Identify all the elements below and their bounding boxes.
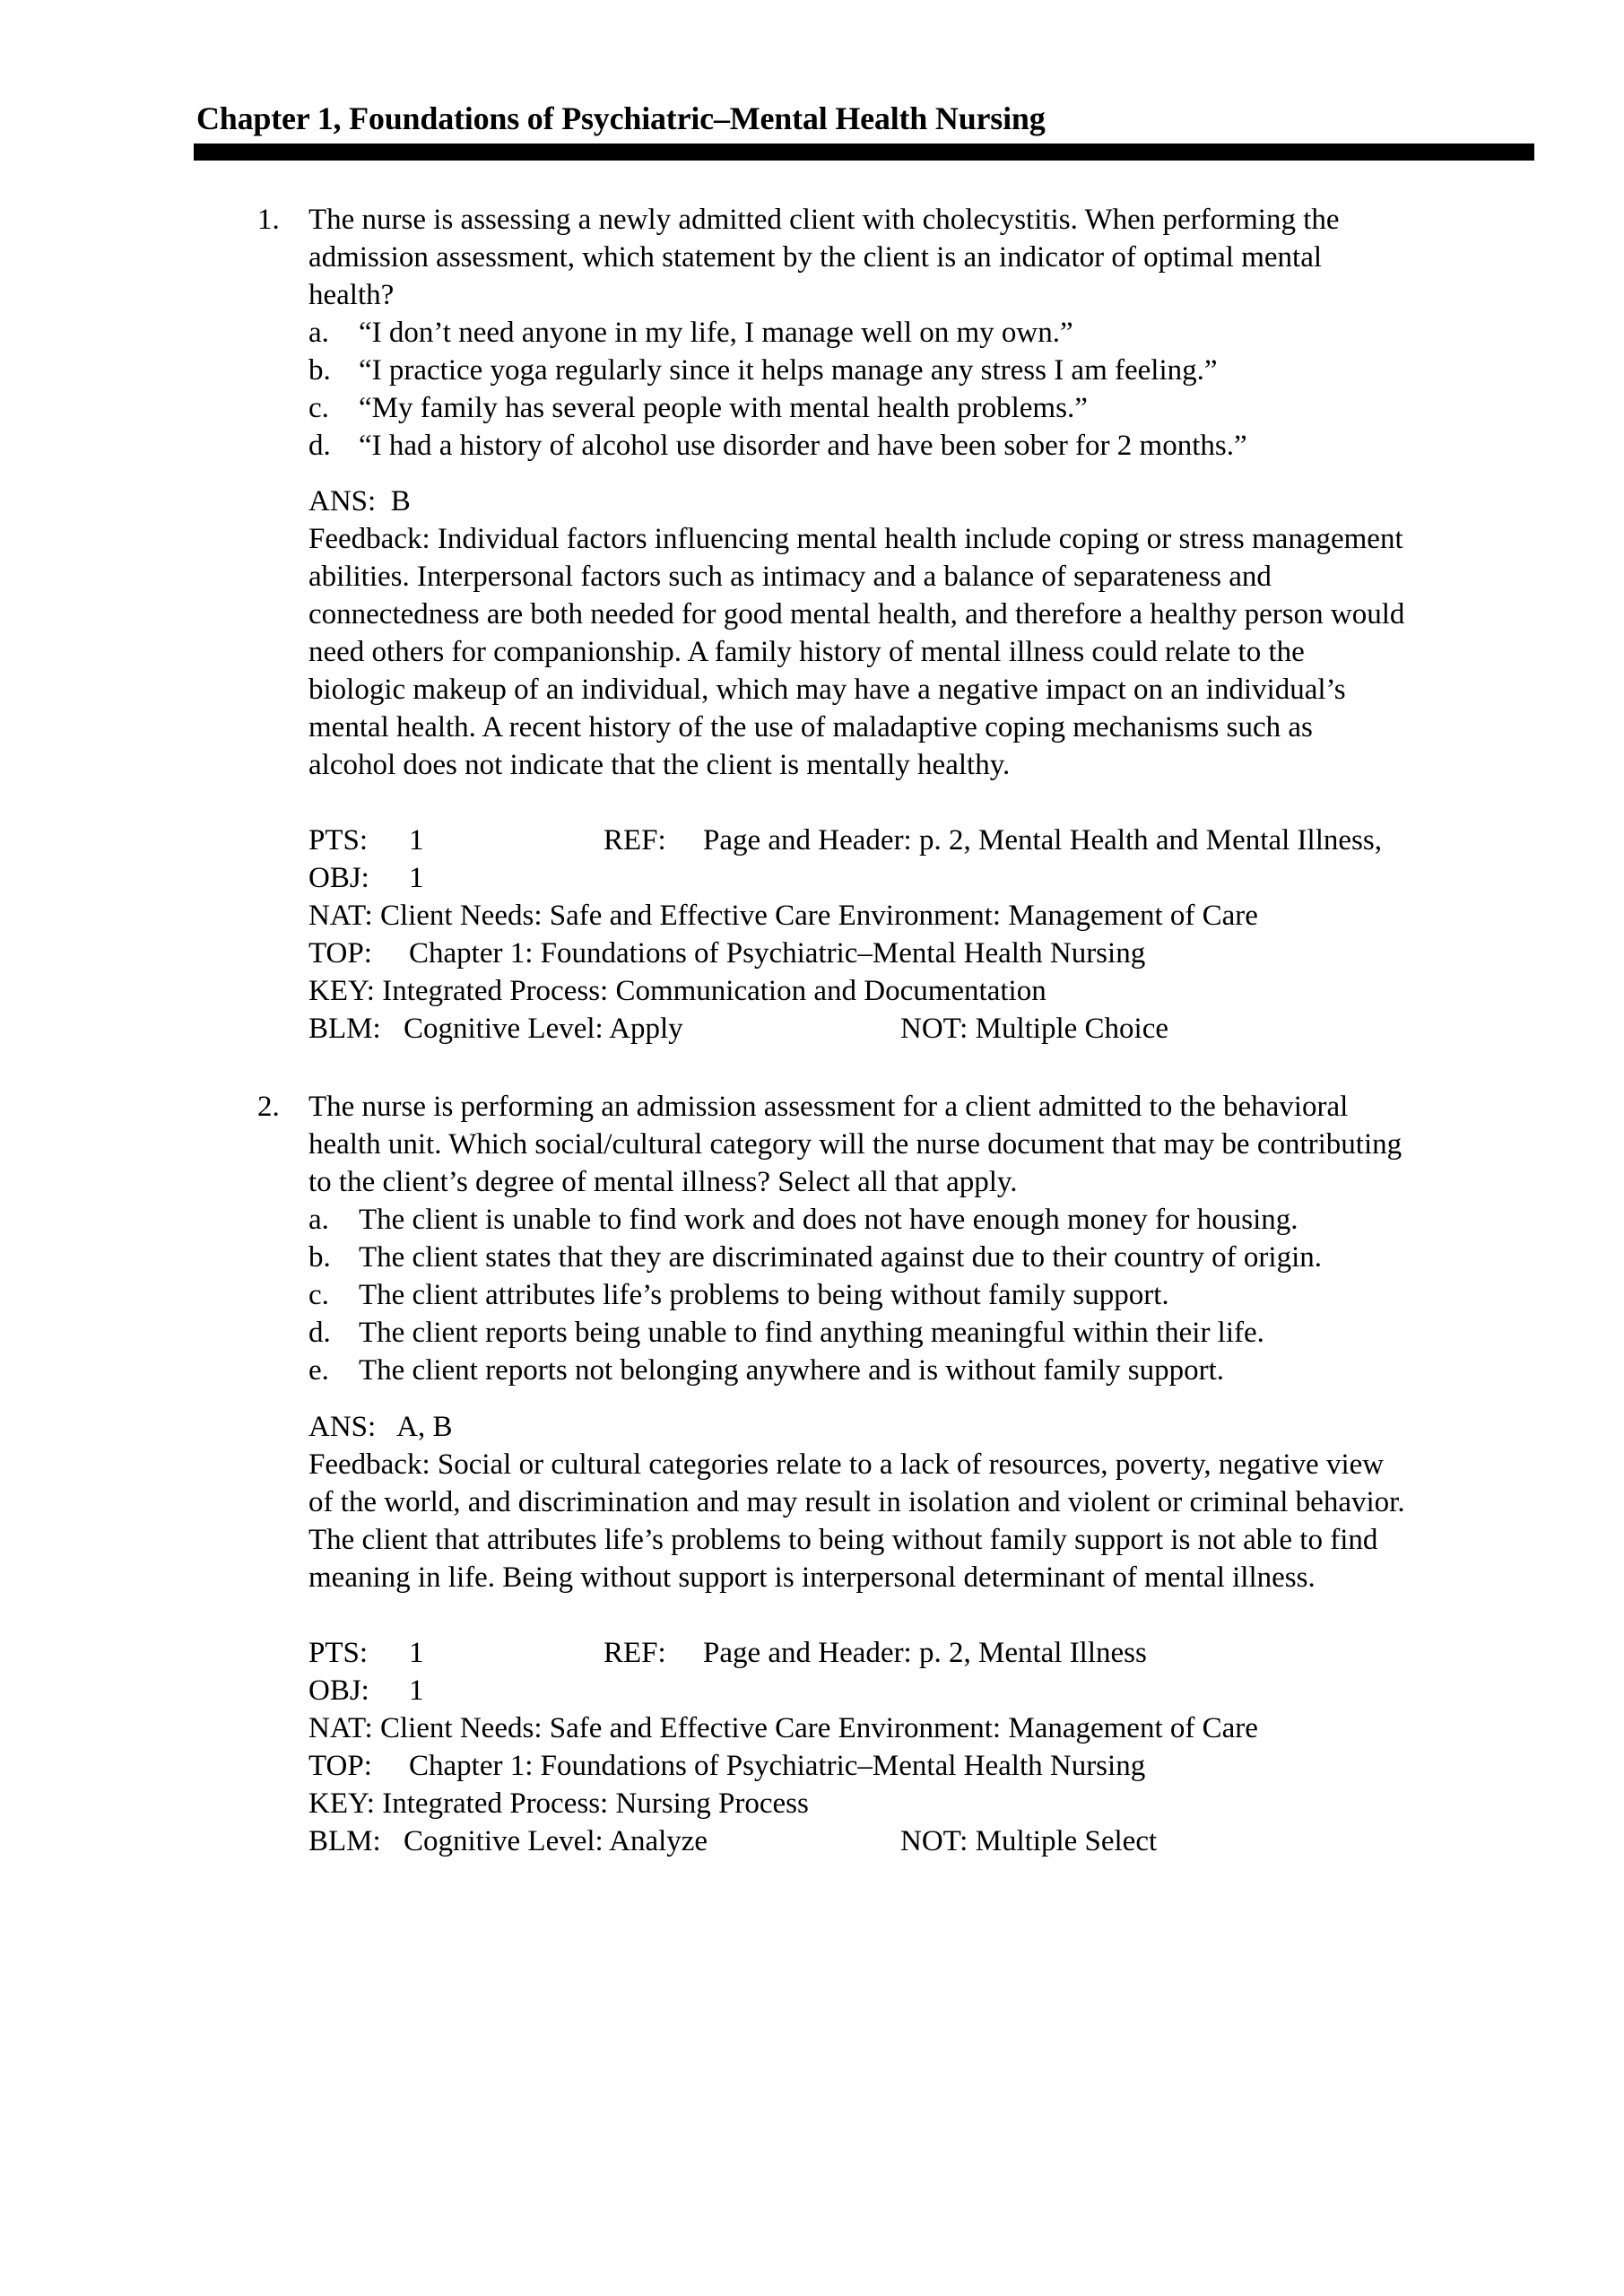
feedback-line: need others for companionship. A family history of mental illness could relate to the — [308, 636, 1305, 668]
not-value: NOT: Multiple Select — [900, 1825, 1158, 1857]
option-text: “I had a history of alcohol use disorder and have been sober for 2 months.” — [359, 430, 1247, 462]
top-label: TOP: — [308, 1750, 372, 1782]
top-value: Chapter 1: Foundations of Psychiatric–Mental Health Nursing — [409, 1750, 1146, 1782]
ref-label: REF: — [604, 824, 666, 857]
option-letter: d. — [308, 1317, 331, 1349]
nat-line: NAT: Client Needs: Safe and Effective Care Environment: Management of Care — [308, 900, 1258, 932]
feedback-line: biologic makeup of an individual, which may have a negative impact on an individual’s — [308, 674, 1346, 706]
option-text: “I don’t need anyone in my life, I manage well on my own.” — [359, 317, 1073, 349]
answer-line — [308, 483, 411, 520]
question-number: 2. — [257, 1091, 280, 1123]
top-value: Chapter 1: Foundations of Psychiatric–Mental Health Nursing — [409, 937, 1146, 970]
top-line — [308, 935, 1564, 972]
title-rule — [194, 144, 1534, 161]
key-line: KEY: Integrated Process: Nursing Process — [308, 1787, 809, 1820]
nat-line: NAT: Client Needs: Safe and Effective Care Environment: Management of Care — [308, 1712, 1258, 1744]
pts-ref-line — [308, 1634, 1564, 1672]
answer-label: ANS: — [308, 1411, 377, 1443]
obj-value: 1 — [409, 1674, 424, 1707]
answer-option — [308, 1352, 1224, 1389]
feedback-line: connectedness are both needed for good mental health, and therefore a healthy person would — [308, 598, 1405, 631]
feedback-line: abilities. Interpersonal factors such as intimacy and a balance of separateness and — [308, 561, 1272, 593]
pts-label: PTS: — [308, 1637, 369, 1669]
feedback-line: The client that attributes life’s problems to being without family support is not able to find — [308, 1524, 1378, 1556]
obj-value: 1 — [409, 862, 424, 894]
answer-value: A, B — [396, 1411, 453, 1443]
feedback-line: mental health. A recent history of the use of maladaptive coping mechanisms such as — [308, 711, 1313, 744]
question-stem-line: health unit. Which social/cultural category will the nurse document that may be contributing — [308, 1128, 1403, 1161]
answer-option — [308, 1314, 1264, 1352]
pts-ref-line — [308, 822, 1564, 859]
pts-value: 1 — [409, 1637, 424, 1669]
option-letter: c. — [308, 1279, 329, 1311]
top-label: TOP: — [308, 937, 372, 970]
answer-option — [308, 389, 1088, 427]
answer-option — [308, 427, 1247, 465]
answer-label: ANS: — [308, 485, 377, 517]
pts-value: 1 — [409, 824, 424, 857]
option-text: The client states that they are discriminated against due to their country of origin. — [359, 1241, 1322, 1274]
option-letter: b. — [308, 1241, 331, 1274]
option-letter: a. — [308, 317, 329, 349]
option-text: The client is unable to find work and does not have enough money for housing. — [359, 1204, 1298, 1236]
blm-label: BLM: — [308, 1825, 381, 1857]
answer-option — [308, 1239, 1322, 1276]
obj-line — [308, 859, 667, 897]
option-text: The client reports being unable to find anything meaningful within their life. — [359, 1317, 1264, 1349]
feedback-line: alcohol does not indicate that the client is mentally healthy. — [308, 749, 1011, 781]
answer-value: B — [390, 485, 411, 517]
obj-line — [308, 1672, 667, 1709]
option-text: The client attributes life’s problems to being without family support. — [359, 1279, 1169, 1311]
option-letter: a. — [308, 1204, 329, 1236]
ref-value: Page and Header: p. 2, Mental Illness — [703, 1637, 1147, 1669]
answer-option — [308, 1201, 1298, 1239]
question-stem-line: to the client’s degree of mental illness? Select all that apply. — [308, 1166, 1018, 1198]
obj-label: OBJ: — [308, 862, 369, 894]
obj-label: OBJ: — [308, 1674, 369, 1707]
feedback-line: of the world, and discrimination and may result in isolation and violent or criminal behavior. — [308, 1486, 1405, 1518]
option-letter: b. — [308, 354, 331, 387]
blm-label: BLM: — [308, 1013, 381, 1045]
feedback-line: meaning in life. Being without support is interpersonal determinant of mental illness. — [308, 1561, 1316, 1594]
option-letter: d. — [308, 430, 331, 462]
pts-label: PTS: — [308, 824, 369, 857]
feedback-line: Feedback: Social or cultural categories relate to a lack of resources, poverty, negative view — [308, 1448, 1385, 1481]
question-stem-line: admission assessment, which statement by the client is an indicator of optimal mental — [308, 241, 1323, 274]
top-line — [308, 1747, 1564, 1785]
question-stem-line: The nurse is performing an admission assessment for a client admitted to the behavioral — [308, 1091, 1349, 1123]
not-value: NOT: Multiple Choice — [900, 1013, 1168, 1045]
question-stem-line: health? — [308, 279, 395, 311]
chapter-title: Chapter 1, Foundations of Psychiatric–Mental Health Nursing — [196, 100, 1046, 136]
option-text: The client reports not belonging anywhere and is without family support. — [359, 1354, 1225, 1387]
blm-value: Cognitive Level: Analyze — [404, 1825, 708, 1857]
key-line: KEY: Integrated Process: Communication and Documentation — [308, 975, 1046, 1007]
answer-line — [308, 1408, 452, 1446]
question-stem-line: The nurse is assessing a newly admitted client with cholecystitis. When performing the — [308, 204, 1340, 236]
option-letter: c. — [308, 392, 329, 424]
ref-value: Page and Header: p. 2, Mental Health and Mental Illness, — [703, 824, 1382, 857]
blm-value: Cognitive Level: Apply — [404, 1013, 683, 1045]
answer-option — [308, 314, 1073, 352]
feedback-line: Feedback: Individual factors influencing mental health include coping or stress management — [308, 523, 1403, 555]
answer-option — [308, 352, 1218, 389]
question-number: 1. — [257, 204, 280, 236]
option-letter: e. — [308, 1354, 329, 1387]
option-text: “I practice yoga regularly since it helps manage any stress I am feeling.” — [359, 354, 1218, 387]
blm-not-line — [308, 1822, 1564, 1860]
ref-label: REF: — [604, 1637, 666, 1669]
blm-not-line — [308, 1010, 1564, 1048]
answer-option — [308, 1276, 1169, 1314]
option-text: “My family has several people with mental health problems.” — [359, 392, 1088, 424]
